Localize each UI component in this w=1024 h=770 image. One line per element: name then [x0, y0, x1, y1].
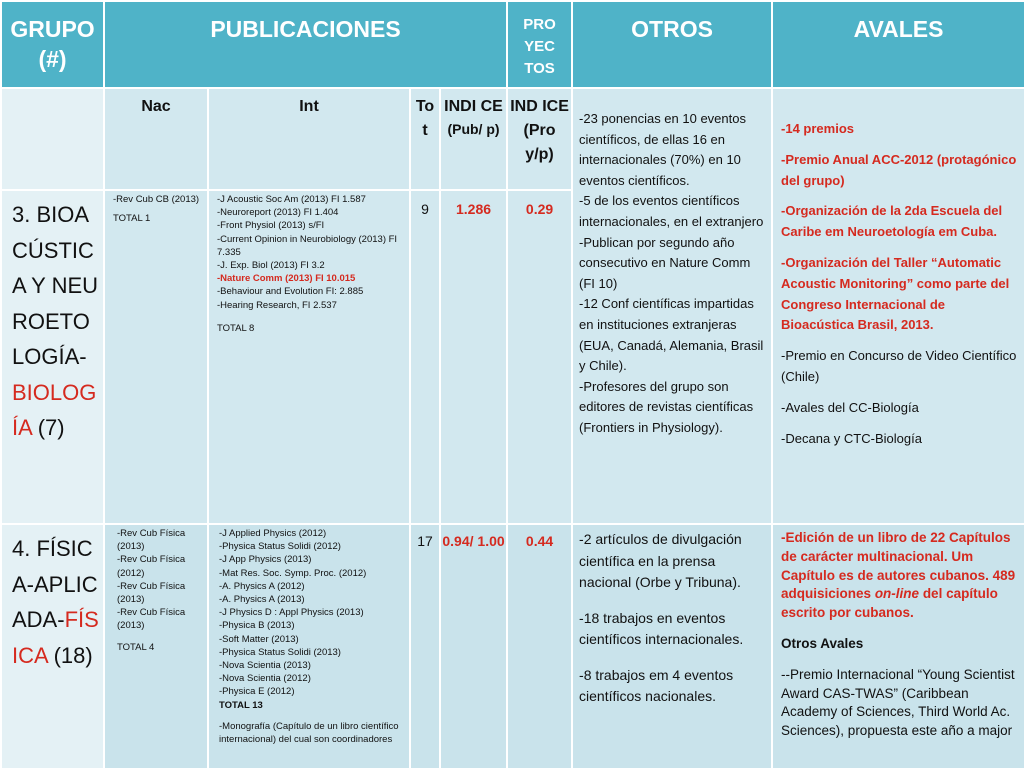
- row4-avales-edicion-2: del capítulo escrito por cubanos.: [781, 586, 998, 621]
- row3-avales-premio-acc: -Premio Anual ACC-2012 (protagónico del grupo): [781, 151, 1017, 188]
- row4-int-item: -Nova Scientia (2012): [219, 673, 311, 685]
- header-grupo: GRUPO (#): [1, 1, 104, 88]
- row3-int-item: -Current Opinion in Neurobiology (2013) FI 7.335: [217, 233, 398, 258]
- header-avales: AVALES: [772, 1, 1024, 88]
- row4-otros-item: -18 trabajos en eventos científicos internacionales.: [579, 609, 744, 647]
- subheader-grupo-cell: [1, 88, 104, 190]
- row3-avales-escuela: -Organización de la 2da Escuela del Caribe em Neuroetología em Cuba.: [781, 203, 1003, 240]
- row3-nac-item: -Rev Cub CB (2013): [113, 194, 200, 205]
- row3-int-item: -Hearing Research, FI 2.537: [217, 299, 337, 311]
- row4-avales-otros-title: Otros Avales: [781, 635, 864, 651]
- row4-grupo-count: (18): [53, 642, 93, 668]
- row4-nac: [104, 524, 208, 769]
- subheader-nac: Nac: [104, 88, 208, 190]
- row4-nac-total: TOTAL 4: [117, 641, 155, 653]
- row-group-4: [1, 524, 1024, 769]
- row4-int-item: -J Applied Physics (2012): [219, 528, 327, 539]
- row4-int-item: -Physica Status Solidi (2012): [219, 541, 341, 553]
- row4-indice-pub: 0.94/ 1.00: [440, 524, 507, 769]
- row3-otros-item: -23 ponencias en 10 eventos científicos, de ellas 16 en internacionales (70%) en 10 eventos científicos.: [579, 111, 746, 188]
- row3-avales: [772, 88, 1024, 524]
- row3-avales-premios: -14 premios: [781, 121, 855, 136]
- row4-otros-item: -8 trabajos em 4 eventos científicos nacionales.: [579, 666, 734, 704]
- subheader-tot: To t: [410, 88, 440, 190]
- row3-int-item: -J. Exp. Biol (2013) FI 3.2: [217, 260, 325, 272]
- row4-int-total: TOTAL 13: [219, 699, 263, 711]
- row3-otros-item: -Publican por segundo año consecutivo en Nature Comm (FI 10): [579, 234, 751, 291]
- row4-int-item: -Nova Scientia (2013): [219, 660, 311, 672]
- row4-int-item: -Mat Res. Soc. Symp. Proc. (2012): [219, 567, 367, 579]
- row3-grupo: [1, 190, 104, 524]
- row3-indice-pub: 1.286: [440, 190, 507, 524]
- row3-grupo-name: 3. BIOACÚSTICA Y NEUROETOLOGÍA-: [12, 202, 99, 369]
- header-publicaciones: PUBLICACIONES: [104, 1, 507, 88]
- row4-avales-edicion-1: -Edición de un libro de 22 Capítulos de carácter multinacional. Um Capítulo es de autores cubanos. 489 adquisiciones: [781, 530, 1016, 602]
- row3-avales-video: -Premio en Concurso de Video Científico (Chile): [781, 348, 1017, 384]
- subheader-int: Int: [208, 88, 410, 190]
- row4-int-item: -A. Physics A (2012): [219, 580, 305, 592]
- row3-indice-proy: 0.29: [507, 190, 572, 524]
- row4-nac-item: -Rev Cub Física (2013): [117, 580, 186, 606]
- row4-int-item: -A. Physics A (2013): [219, 594, 305, 606]
- row4-avales-premio-internacional: --Premio Internacional “Young Scientist Award CAS-TWAS” (Caribbean Academy of Sciences, Third World Ac. Sciences), propuesta este año a major: [781, 666, 1015, 739]
- row3-int-item-highlight: -Nature Comm (2013) FI 10.015: [217, 273, 356, 285]
- row4-int-item: -J Physics D : Appl Physics (2013): [219, 607, 364, 619]
- header-row: [1, 1, 1024, 88]
- row3-otros-item: -12 Conf científicas impartidas en instituciones extranjeras (EUA, Canadá, Alemania, Brasil y Chile).: [579, 296, 764, 374]
- row4-int-monografia: -Monografía (Capítulo de un libro científico internacional) del cual son coordinadores: [219, 720, 399, 746]
- row4-grupo: [1, 524, 104, 769]
- row3-int-item: -Front Physiol (2013) s/FI: [217, 220, 325, 232]
- subheader-row: [1, 88, 1024, 190]
- row3-tot: 9: [410, 190, 440, 524]
- row4-indice-proy: 0.44: [507, 524, 572, 769]
- subheader-indice-proy: IND ICE (Pro y/p): [507, 88, 572, 190]
- row3-grupo-dept: BIOLOGÍA: [12, 379, 97, 440]
- row3-int-item: -Behaviour and Evolution FI: 2.885: [217, 286, 364, 298]
- row4-int-item: -Physica B (2013): [219, 620, 295, 632]
- row3-otros-item: -Profesores del grupo son editores de revistas científicas (Frontiers in Physiology).: [579, 378, 754, 435]
- header-otros: OTROS: [572, 1, 772, 88]
- row4-avales: [772, 524, 1024, 769]
- row3-avales-taller: -Organización del Taller “Automatic Acoustic Monitoring” como parte del Congreso Internacional de Bioacústica Brasil, 2013.: [781, 254, 1010, 333]
- row4-int: [208, 524, 410, 769]
- row4-otros-item: -2 artículos de divulgación científica en la prensa nacional (Orbe y Tribuna).: [579, 531, 742, 590]
- row3-nac: [104, 190, 208, 524]
- row3-otros: [572, 88, 772, 524]
- row3-nac-total: TOTAL 1: [113, 213, 151, 225]
- row4-grupo-dept: FÍSICA: [12, 607, 99, 668]
- row3-avales-decana: -Decana y CTC-Biología: [781, 430, 922, 446]
- row3-int-item: -Neuroreport (2013) FI 1.404: [217, 207, 339, 219]
- row4-grupo-name: 4. FÍSICA-APLICADA-: [12, 536, 98, 632]
- row4-avales-edicion: [781, 529, 1018, 623]
- row4-int-item: -Soft Matter (2013): [219, 633, 299, 645]
- row3-avales-cc: -Avales del CC-Biología: [781, 399, 919, 415]
- row4-avales-edicion-online: on-line: [874, 586, 920, 602]
- header-proyectos: PRO YEC TOS: [507, 1, 572, 88]
- row3-int-total: TOTAL 8: [217, 322, 255, 334]
- row3-int: [208, 190, 410, 524]
- row4-otros: [572, 524, 772, 769]
- row4-int-item: -J App Physics (2013): [219, 554, 312, 566]
- row4-int-item: -Physica E (2012): [219, 686, 295, 698]
- row4-nac-item: -Rev Cub Física (2013): [117, 607, 186, 632]
- subheader-indice-pub: [440, 88, 507, 190]
- subheader-indice-pub-main: INDI CE: [444, 98, 503, 115]
- row4-int-item: -Physica Status Solidi (2013): [219, 646, 341, 658]
- row3-int-item: -J Acoustic Soc Am (2013) FI 1.587: [217, 194, 366, 205]
- row4-nac-item: -Rev Cub Física (2012): [117, 554, 186, 579]
- subheader-indice-pub-sub: (Pub/ p): [447, 121, 500, 137]
- row4-nac-item: -Rev Cub Física (2013): [117, 528, 186, 553]
- row3-grupo-count: (7): [31, 415, 65, 440]
- row4-tot: 17: [410, 524, 440, 769]
- row3-otros-item: -5 de los eventos científicos internacionales, en el extranjero: [579, 193, 764, 229]
